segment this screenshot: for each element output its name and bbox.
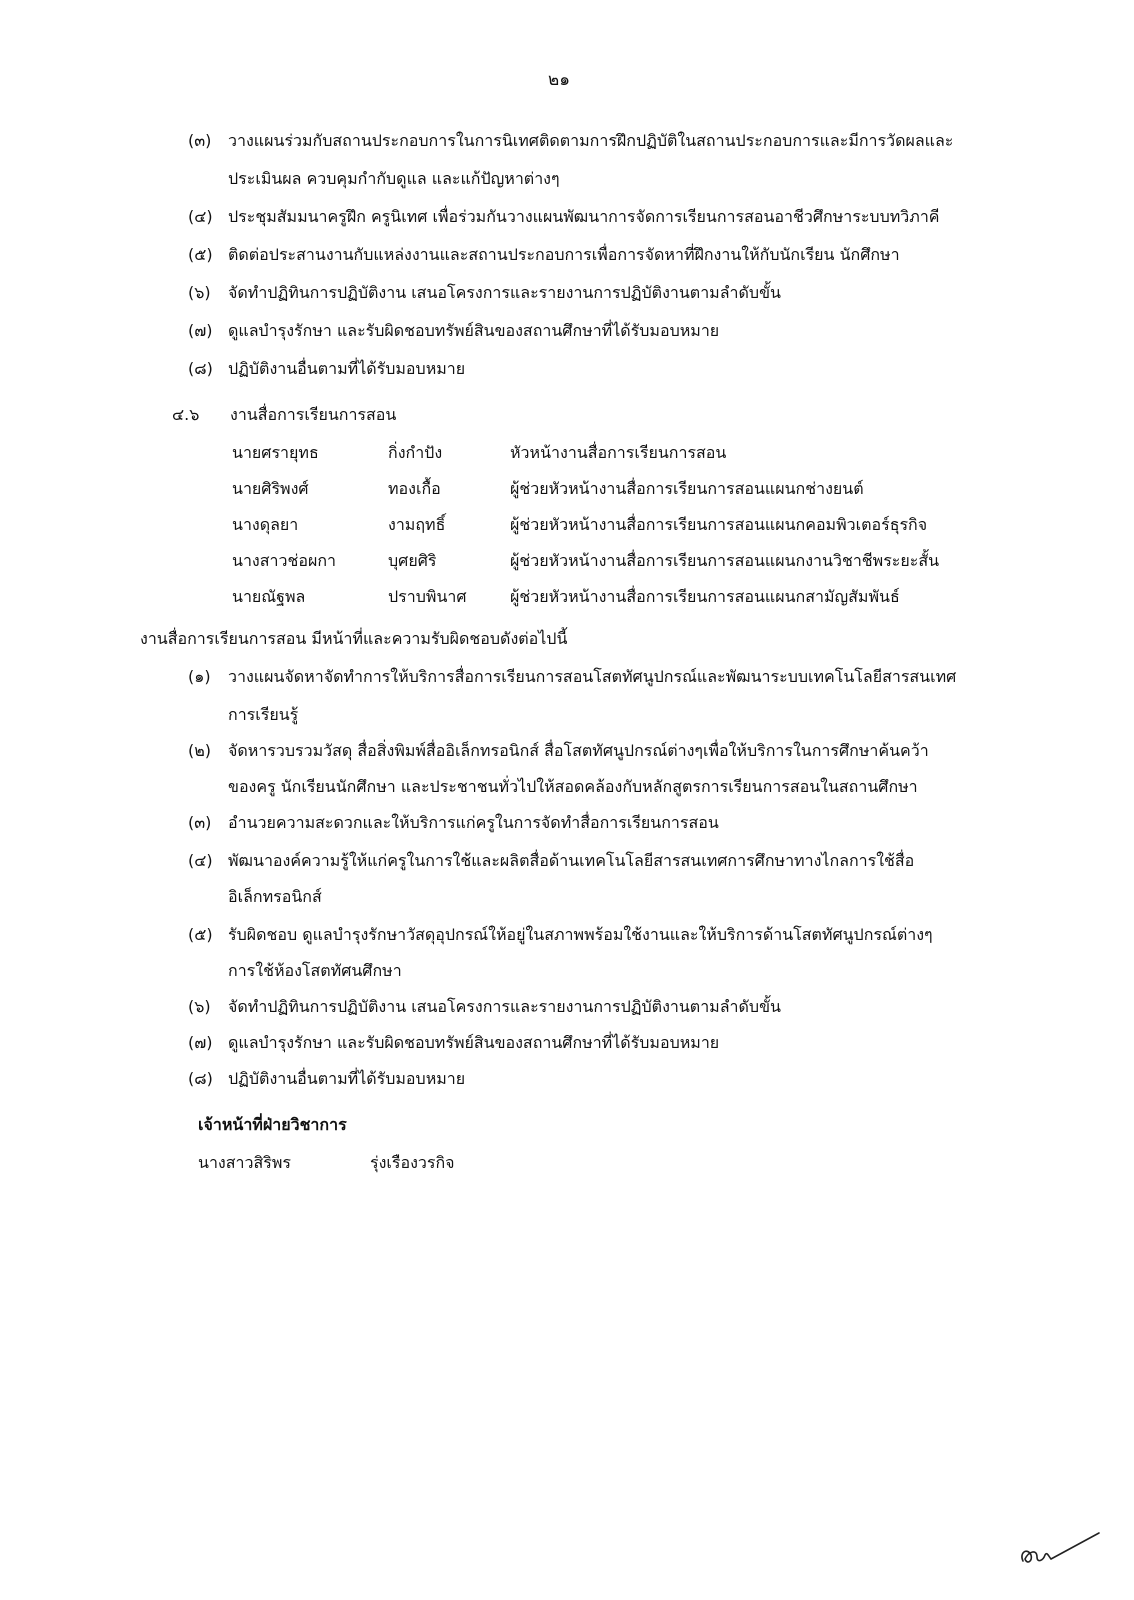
list-item-continuation: ประเมินผล ควบคุมกำกับดูแล และแก้ปัญหาต่างๆ <box>228 169 560 188</box>
staff-first-name: นายศิริพงศ์ <box>232 479 309 498</box>
staff-role: ผู้ช่วยหัวหน้างานสื่อการเรียนการสอนแผนกช่างยนต์ <box>510 479 864 498</box>
list-item-continuation: การใช้ห้องโสตทัศนศึกษา <box>228 961 402 980</box>
list-item <box>188 666 956 688</box>
item-text: จัดหารวบรวมวัสดุ สื่อสิ่งพิมพ์สื่ออิเล็กทรอนิกส์ สื่อโสตทัศนูปกรณ์ต่างๆเพื่อให้บริการในการศึกษาค้นคว้า <box>228 741 929 760</box>
staff-role: ผู้ช่วยหัวหน้างานสื่อการเรียนการสอนแผนกงานวิชาชีพระยะสั้น <box>510 551 940 570</box>
list-item-continuation: ของครู นักเรียนนักศึกษา และประชาชนทั่วไปให้สอดคล้องกับหลักสูตรการเรียนการสอนในสถานศึกษา <box>228 777 918 796</box>
item-text: ประชุมสัมมนาครูฝึก ครูนิเทศ เพื่อร่วมกันวางแผนพัฒนาการจัดการเรียนการสอนอาชีวศึกษาระบบทวิภาคี <box>228 207 940 226</box>
officer-last-name: รุ่งเรืองวรกิจ <box>370 1153 455 1172</box>
item-number: (๑) <box>188 667 211 686</box>
list-item <box>188 924 933 946</box>
item-number: (๔) <box>188 851 213 870</box>
staff-last-name: ทองเกื้อ <box>388 479 441 498</box>
list-item <box>188 1068 465 1090</box>
item-number: (๓) <box>188 131 212 150</box>
list-item-continuation: การเรียนรู้ <box>228 705 299 724</box>
item-number: (๖) <box>188 283 211 302</box>
list-item <box>188 740 929 762</box>
section-number: ๔.๖ <box>172 405 200 424</box>
item-text: จัดทำปฏิทินการปฏิบัติงาน เสนอโครงการและรายงานการปฏิบัติงานตามลำดับขั้น <box>228 997 781 1016</box>
item-number: (๘) <box>188 1069 213 1088</box>
item-text: ปฏิบัติงานอื่นตามที่ได้รับมอบหมาย <box>228 1069 466 1088</box>
list-item <box>188 812 719 834</box>
staff-role: หัวหน้างานสื่อการเรียนการสอน <box>510 443 727 462</box>
item-text: ปฏิบัติงานอื่นตามที่ได้รับมอบหมาย <box>228 359 466 378</box>
list-item <box>188 206 940 228</box>
item-text: ติดต่อประสานงานกับแหล่งงานและสถานประกอบการเพื่อการจัดหาที่ฝึกงานให้กับนักเรียน นักศึกษา <box>228 245 900 264</box>
item-number: (๒) <box>188 741 212 760</box>
item-number: (๓) <box>188 813 212 832</box>
item-text: พัฒนาองค์ความรู้ให้แก่ครูในการใช้และผลิตสื่อด้านเทคโนโลยีสารสนเทศการศึกษาทางไกลการใช้สื่อ <box>228 851 915 870</box>
item-text: รับผิดชอบ ดูแลบำรุงรักษาวัสดุอุปกรณ์ให้อยู่ในสภาพพร้อมใช้งานและให้บริการด้านโสตทัศนูปกรณ์ต่างๆ <box>228 925 933 944</box>
item-number: (๘) <box>188 359 213 378</box>
staff-last-name: งามฤทธิ์ <box>388 515 446 534</box>
staff-role: ผู้ช่วยหัวหน้างานสื่อการเรียนการสอนแผนกคอมพิวเตอร์ธุรกิจ <box>510 515 928 534</box>
officer-heading: เจ้าหน้าที่ฝ่ายวิชาการ <box>198 1115 347 1134</box>
duties-intro: งานสื่อการเรียนการสอน มีหน้าที่และความรับผิดชอบดังต่อไปนี้ <box>140 629 568 648</box>
item-text: วางแผนจัดหาจัดทำการให้บริการสื่อการเรียนการสอนโสตทัศนูปกรณ์และพัฒนาระบบเทคโนโลยีสารสนเทศ <box>228 667 957 686</box>
list-item-continuation: อิเล็กทรอนิกส์ <box>228 887 322 906</box>
page-number: ๒๑ <box>548 70 570 90</box>
staff-first-name: นายณัฐพล <box>232 587 306 606</box>
staff-first-name: นางสาวช่อผกา <box>232 551 336 570</box>
item-text: จัดทำปฏิทินการปฏิบัติงาน เสนอโครงการและรายงานการปฏิบัติงานตามลำดับขั้น <box>228 283 781 302</box>
list-item <box>188 130 953 152</box>
item-text: ดูแลบำรุงรักษา และรับผิดชอบทรัพย์สินของสถานศึกษาที่ได้รับมอบหมาย <box>228 321 720 340</box>
section-heading <box>172 404 396 426</box>
item-text: วางแผนร่วมกับสถานประกอบการในการนิเทศติดตามการฝึกปฏิบัติในสถานประกอบการและมีการวัดผลและ <box>228 131 954 150</box>
list-item <box>188 996 781 1018</box>
list-item <box>188 850 914 872</box>
list-item <box>188 244 900 266</box>
list-item <box>188 1032 719 1054</box>
list-item <box>188 282 781 304</box>
signature-initials <box>1015 1525 1105 1570</box>
list-item <box>188 358 465 380</box>
item-text: ดูแลบำรุงรักษา และรับผิดชอบทรัพย์สินของสถานศึกษาที่ได้รับมอบหมาย <box>228 1033 720 1052</box>
item-number: (๕) <box>188 245 213 264</box>
staff-first-name: นางดุลยา <box>232 515 299 534</box>
item-text: อำนวยความสะดวกและให้บริการแก่ครูในการจัดทำสื่อการเรียนการสอน <box>228 813 719 832</box>
staff-last-name: กิ่งกำปัง <box>388 443 443 462</box>
staff-role: ผู้ช่วยหัวหน้างานสื่อการเรียนการสอนแผนกสามัญสัมพันธ์ <box>510 587 900 606</box>
list-item <box>188 320 719 342</box>
item-number: (๕) <box>188 925 213 944</box>
item-number: (๖) <box>188 997 211 1016</box>
item-number: (๗) <box>188 321 213 340</box>
staff-first-name: นายศรายุทธ <box>232 443 319 462</box>
item-number: (๔) <box>188 207 213 226</box>
officer-first-name: นางสาวสิริพร <box>198 1153 291 1172</box>
staff-last-name: บุศยศิริ <box>388 551 437 570</box>
item-number: (๗) <box>188 1033 213 1052</box>
section-title: งานสื่อการเรียนการสอน <box>230 405 397 424</box>
staff-last-name: ปราบพินาศ <box>388 587 467 606</box>
